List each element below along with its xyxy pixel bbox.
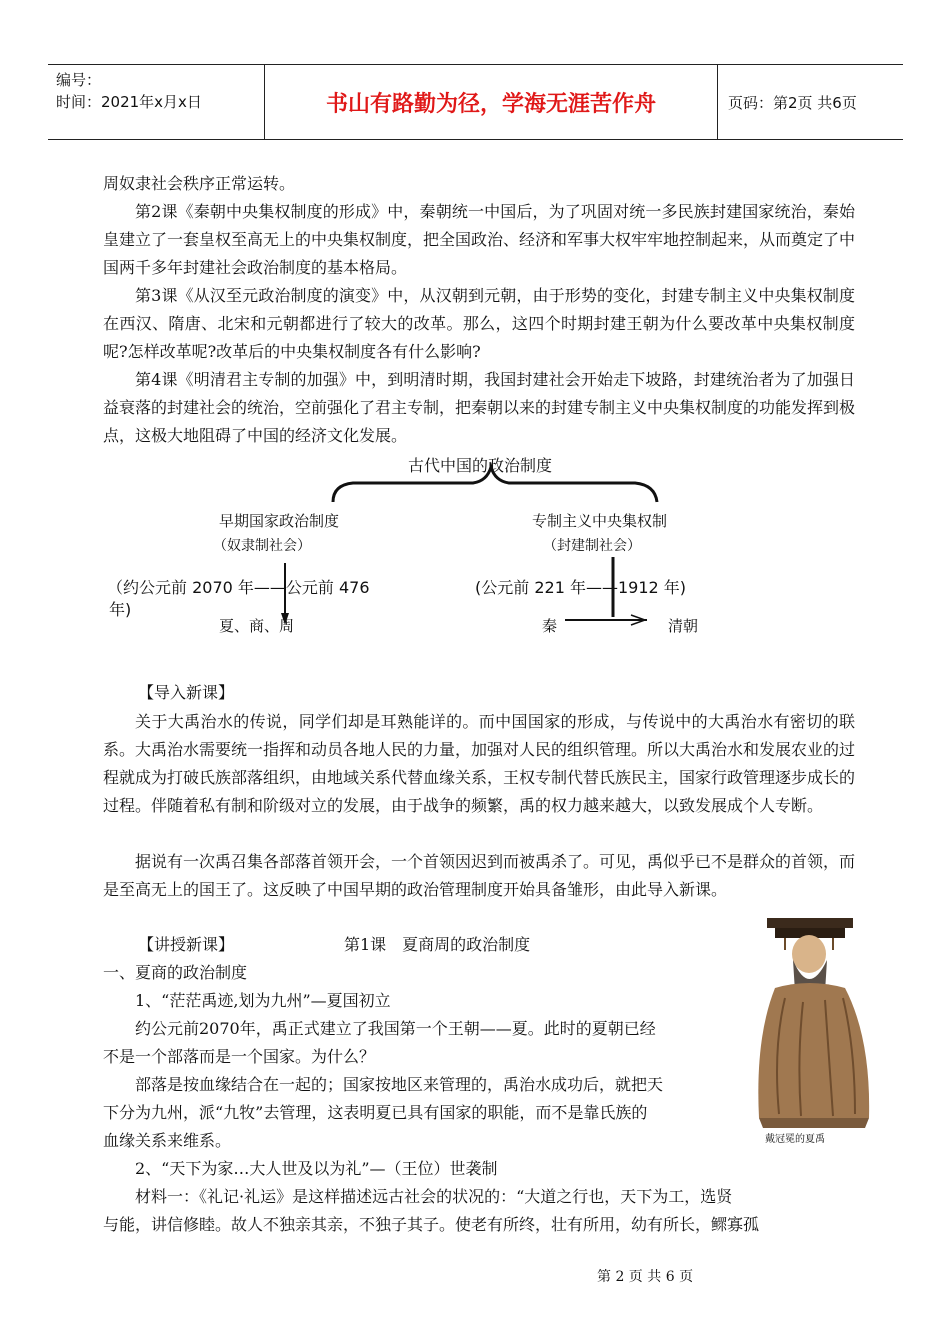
left-branch-range: （约公元前 2070 年——公元前 476 (107, 578, 370, 597)
section-heading: 一、夏商的政治制度 (103, 963, 248, 982)
text-line: 下分为九州，派“九牧”去管理，这表明夏已具有国家的职能，而不是靠氏族的 (103, 1103, 648, 1122)
lesson-item: 2、“天下为家…大人世及以为礼”—（王位）世袭制 (135, 1159, 498, 1178)
text-line: 不是一个部落而是一个国家。为什么？ (103, 1047, 376, 1066)
paragraph: 关于大禹治水的传说，同学们却是耳熟能详的。而中国国家的形成，与传说中的大禹治水有密切的联系。大禹治水需要统一指挥和动员各地人民的力量，加强对人民的组织管理。所以大禹治水和发展农业的过程就成为打破氏族部落组织，由地域关系代替血缘关系，王权专制代替氏族民主，国家行政管理逐步成长的过程。伴随着私有制和阶级对立的发展，由于战争的频繁，禹的权力越来越大，以致发展成个人专断。 (103, 712, 856, 815)
diagram-brace (95, 445, 855, 645)
paragraph: 第4课《明清君主专制的加强》中，到明清时期，我国封建社会开始走下坡路，封建统治者为了加强日益衰落的封建社会的统治，空前强化了君主专制，把秦朝以来的封建专制主义中央集权制度的功能发挥到极点，这极大地阻碍了中国的经济文化发展。 (103, 370, 856, 445)
text-line: 材料一：《礼记·礼运》是这样描述远古社会的状况的：“大道之行也，天下为工，选贤 (135, 1187, 733, 1206)
header-left-cell (48, 65, 265, 139)
text-line: 部落是按血缘结合在一起的；国家按地区来管理的，禹治水成功后，就把天 (135, 1075, 664, 1094)
lesson-heading: 【讲授新课】 (138, 935, 235, 954)
left-branch-title: 早期国家政治制度 (219, 512, 340, 530)
paragraph: 第3课《从汉至元政治制度的演变》中，从汉朝到元朝，由于形势的变化，封建专制主义中央集权制度在西汉、隋唐、北宋和元朝都进行了较大的改革。那么，这四个时期封建王朝为什么要改革中央集权制度呢?怎样改革呢?改革后的中央集权制度各有什么影响? (103, 286, 855, 361)
left-branch-dynasties: 夏、商、周 (219, 617, 295, 635)
yu-portrait-image (745, 918, 887, 1148)
paragraph: 据说有一次禹召集各部落首领开会，一个首领因迟到而被禹杀了。可见，禹似乎已不是群众的首领，而是至高无上的国王了。这反映了中国早期的政治管理制度开始具备雏形，由此导入新课。 (103, 852, 856, 899)
paragraph: 周奴隶社会秩序正常运转。 (103, 174, 296, 193)
diagram-title: 古代中国的政治制度 (408, 456, 553, 475)
right-branch-subtitle: （封建制社会） (543, 538, 641, 554)
page-footer: 第 2 页 共 6 页 (597, 1269, 694, 1285)
right-branch-title: 专制主义中央集权制 (532, 512, 668, 530)
header-table (48, 64, 903, 140)
text-line: 血缘关系来维系。 (103, 1131, 232, 1150)
lesson-title: 第1课 夏商周的政治制度 (344, 935, 531, 954)
text-line: 约公元前2070年，禹正式建立了我国第一个王朝——夏。此时的夏朝已经 (135, 1019, 656, 1038)
political-system-diagram (95, 445, 855, 645)
time-label: 时间：2021年x月x日 (56, 93, 202, 111)
page-info: 页码：第2页 共6页 (728, 93, 857, 112)
left-branch-subtitle: （奴隶制社会） (213, 538, 311, 554)
number-label: 编号： (56, 71, 102, 89)
right-branch-start: 秦 (542, 617, 558, 635)
portrait-caption: 戴冠冕的夏禹 (765, 1134, 825, 1145)
intro-heading: 【导入新课】 (138, 683, 235, 702)
lesson-item: 1、“茫茫禹迹,划为九州”—夏国初立 (135, 991, 391, 1010)
left-branch-range-end: 年) (109, 600, 132, 619)
text-line: 与能，讲信修睦。故人不独亲其亲，不独子其子。使老有所终，壮有所用，幼有所长，鳏寡孤 (103, 1215, 760, 1234)
right-branch-end: 清朝 (668, 617, 699, 635)
right-branch-range: (公元前 221 年——1912 年) (475, 578, 687, 597)
motto: 书山有路勤为径，学海无涯苦作舟 (265, 65, 718, 139)
yu-portrait (745, 918, 887, 1148)
paragraph: 第2课《秦朝中央集权制度的形成》中，秦朝统一中国后，为了巩固对统一多民族封建国家统治，秦始皇建立了一套皇权至高无上的中央集权制度，把全国政治、经济和军事大权牢牢地控制起来，从而奠定了中国两千多年封建社会政治制度的基本格局。 (103, 202, 856, 277)
